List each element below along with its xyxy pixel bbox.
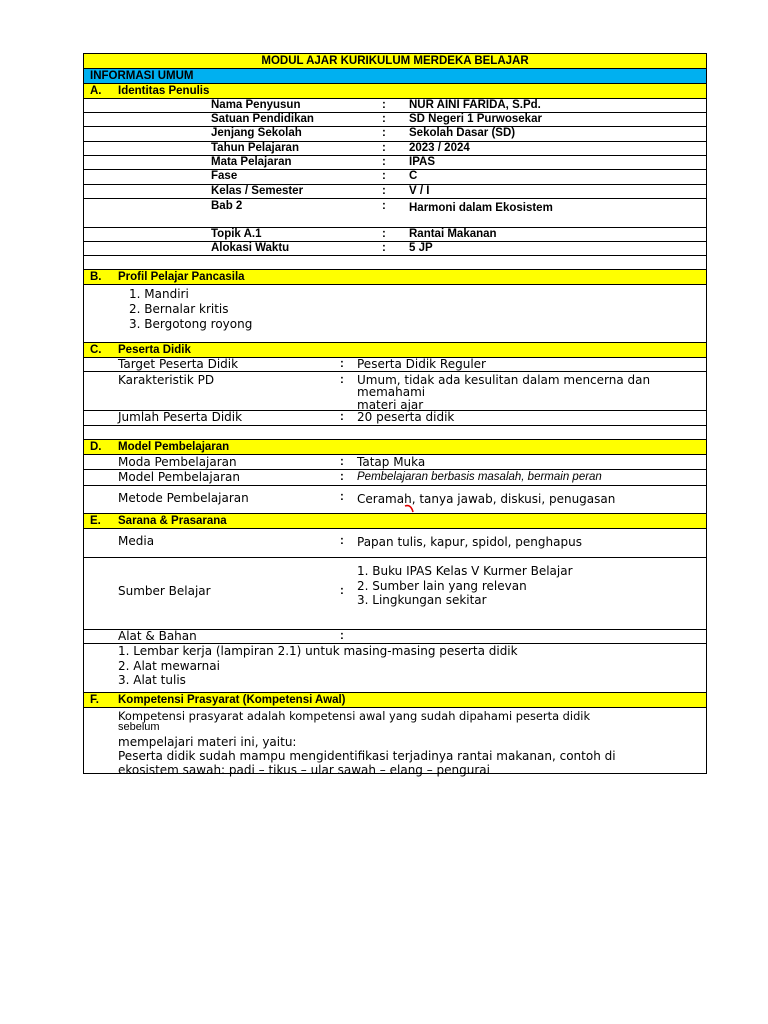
list-item: 2. Bernalar kritis: [129, 302, 229, 316]
media-colon: :: [340, 535, 344, 547]
identitas-colon: :: [382, 156, 386, 168]
target-label: Target Peserta Didik: [118, 357, 239, 371]
identitas-value: IPAS: [409, 156, 435, 168]
kompetensi-line-3: Peserta didik sudah mampu mengidentifikasi terjadinya rantai makanan, contoh di: [118, 749, 616, 763]
identitas-label: Alokasi Waktu: [211, 242, 290, 254]
informasi-umum-row: [84, 68, 706, 83]
model-row: [84, 469, 706, 485]
list-item: 1. Lembar kerja (lampiran 2.1) untuk masing-masing peserta didik: [118, 644, 518, 658]
identitas-row: [84, 126, 706, 141]
identitas-value: Harmoni dalam Ekosistem: [409, 202, 553, 214]
identitas-label: Nama Penyusun: [211, 99, 301, 111]
section-c-title: Peserta Didik: [118, 344, 191, 356]
jumlah-label: Jumlah Peserta Didik: [118, 410, 243, 424]
informasi-umum-label: INFORMASI UMUM: [90, 70, 194, 82]
section-c-letter: C.: [90, 344, 102, 356]
section-e-letter: E.: [90, 515, 101, 527]
section-f-header: [84, 692, 706, 707]
section-a-title: Identitas Penulis: [118, 85, 210, 97]
identitas-row: [84, 241, 706, 255]
identitas-colon: :: [382, 185, 386, 197]
list-item: 2. Alat mewarnai: [118, 659, 220, 673]
target-row: [84, 357, 706, 371]
list-item: 3. Alat tulis: [118, 673, 186, 687]
identitas-value: SD Negeri 1 Purwosekar: [409, 113, 542, 125]
identitas-label: Bab 2: [211, 200, 243, 212]
media-label: Media: [118, 534, 155, 548]
kompetensi-line-1b: sebelum: [118, 721, 160, 733]
identitas-row: [84, 98, 706, 112]
spacer-row: [84, 255, 706, 269]
identitas-label: Mata Pelajaran: [211, 156, 292, 168]
document-title: MODUL AJAR KURIKULUM MERDEKA BELAJAR: [261, 55, 529, 67]
alat-list: [84, 643, 706, 688]
section-d-header: [84, 439, 706, 454]
title-row: [84, 54, 706, 68]
identitas-colon: :: [382, 127, 386, 139]
module-document: [83, 53, 707, 777]
model-value: Pembelajaran berbasis masalah, bermain peran: [357, 471, 602, 483]
identitas-colon: :: [382, 142, 386, 154]
list-item: 2. Sumber lain yang relevan: [357, 579, 527, 593]
section-c-header: [84, 342, 706, 357]
metode-colon: :: [340, 491, 344, 503]
alat-label: Alat & Bahan: [118, 629, 197, 643]
section-b-title: Profil Pelajar Pancasila: [118, 271, 245, 283]
metode-value: Ceramah, tanya jawab, diskusi, penugasan: [357, 492, 616, 506]
section-a-header: [84, 83, 706, 98]
target-colon: :: [340, 358, 344, 370]
spacer-row: [84, 425, 706, 439]
identitas-value: C: [409, 170, 418, 182]
identitas-row: [84, 184, 706, 198]
moda-value: Tatap Muka: [357, 455, 426, 469]
identitas-value: 5 JP: [409, 242, 433, 254]
profil-list: [84, 284, 706, 342]
identitas-row: [84, 112, 706, 126]
list-item: 1. Buku IPAS Kelas V Kurmer Belajar: [357, 564, 573, 578]
identitas-value: 2023 / 2024: [409, 142, 470, 154]
media-value: Papan tulis, kapur, spidol, penghapus: [357, 535, 582, 549]
kompetensi-line-2: mempelajari materi ini, yaitu:: [118, 735, 297, 749]
section-f-title: Kompetensi Prasyarat (Kompetensi Awal): [118, 694, 346, 706]
moda-colon: :: [340, 456, 344, 468]
jumlah-value: 20 peserta didik: [357, 410, 455, 424]
sumber-colon: :: [340, 585, 344, 597]
alat-colon: :: [340, 630, 344, 642]
section-b-letter: B.: [90, 271, 102, 283]
section-b-header: [84, 269, 706, 284]
list-item: 3. Lingkungan sekitar: [357, 593, 487, 607]
identitas-row: [84, 198, 706, 227]
metode-row: [84, 485, 706, 513]
kompetensi-line-1: Kompetensi prasyarat adalah kompetensi awal yang sudah dipahami peserta didik: [118, 709, 591, 723]
karakter-colon: :: [340, 374, 344, 386]
identitas-value: NUR AINI FARIDA, S.Pd.: [409, 99, 541, 111]
section-d-letter: D.: [90, 441, 102, 453]
list-item: 1. Mandiri: [129, 287, 189, 301]
jumlah-colon: :: [340, 411, 344, 423]
identitas-value: Sekolah Dasar (SD): [409, 127, 516, 139]
identitas-value: V / I: [409, 185, 430, 197]
identitas-colon: :: [382, 242, 386, 254]
alat-row: [84, 629, 706, 643]
identitas-value: Rantai Makanan: [409, 228, 497, 240]
karakter-value-1: Umum, tidak ada kesulitan dalam mencerna dan: [357, 373, 651, 387]
section-e-header: [84, 513, 706, 528]
identitas-label: Kelas / Semester: [211, 185, 304, 197]
karakter-row: [84, 371, 706, 410]
identitas-row: [84, 141, 706, 155]
identitas-label: Jenjang Sekolah: [211, 127, 302, 139]
identitas-label: Satuan Pendidikan: [211, 113, 314, 125]
section-a-letter: A.: [90, 85, 102, 97]
karakter-value-3: materi ajar: [357, 398, 424, 412]
identitas-colon: :: [382, 99, 386, 111]
identitas-colon: :: [382, 170, 386, 182]
metode-label: Metode Pembelajaran: [118, 491, 249, 505]
identitas-row: [84, 155, 706, 169]
target-value: Peserta Didik Reguler: [357, 357, 486, 371]
jumlah-row: [84, 410, 706, 425]
model-label: Model Pembelajaran: [118, 470, 240, 484]
section-d-title: Model Pembelajaran: [118, 441, 230, 453]
karakter-value-2: memahami: [357, 385, 426, 399]
kompetensi-line-4: ekosistem sawah: padi – tikus – ular sawah – elang – pengurai: [118, 763, 490, 777]
sumber-row: [84, 557, 706, 629]
identitas-label: Topik A.1: [211, 228, 262, 240]
kompetensi-row: [84, 707, 706, 777]
sumber-label: Sumber Belajar: [118, 584, 211, 598]
identitas-label: Tahun Pelajaran: [211, 142, 299, 154]
section-f-letter: F.: [90, 694, 99, 706]
identitas-colon: :: [382, 228, 386, 240]
identitas-colon: :: [382, 113, 386, 125]
section-e-title: Sarana & Prasarana: [118, 515, 227, 527]
karakter-label: Karakteristik PD: [118, 373, 215, 387]
identitas-label: Fase: [211, 170, 238, 182]
moda-row: [84, 454, 706, 469]
moda-label: Moda Pembelajaran: [118, 455, 237, 469]
media-row: [84, 528, 706, 557]
identitas-row: [84, 227, 706, 241]
identitas-row: [84, 169, 706, 184]
identitas-colon: :: [382, 200, 386, 212]
model-colon: :: [340, 471, 344, 483]
list-item: 3. Bergotong royong: [129, 317, 253, 331]
